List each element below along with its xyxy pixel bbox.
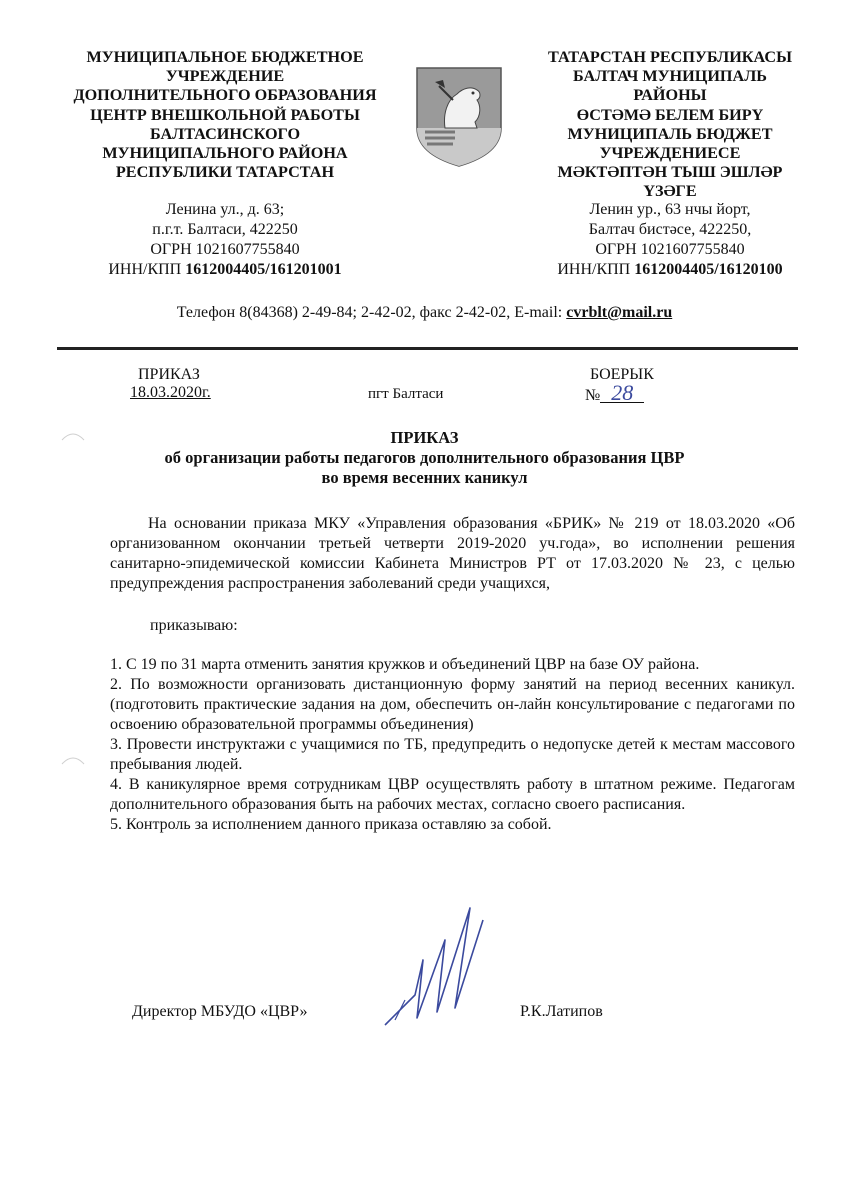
org-line: МУНИЦИПАЛЬНОЕ БЮДЖЕТНОЕ xyxy=(86,48,364,66)
order-number-value: 28 xyxy=(600,384,644,403)
org-line: ТАТАРСТАН РЕСПУБЛИКАСЫ xyxy=(547,48,793,66)
org-line: ДОПОЛНИТЕЛЬНОГО ОБРАЗОВАНИЯ xyxy=(73,86,377,105)
org-line: БАЛТАСИНСКОГО xyxy=(149,124,301,143)
punch-mark-icon xyxy=(60,752,86,766)
list-item: 4. В каникулярное время сотрудникам ЦВР осуществлять работу в штатном режиме. Педагогам дополнительного образования быть на рабочих местах, согласно своего расписания. xyxy=(110,776,795,813)
document-title xyxy=(0,428,849,488)
header-right-org-name xyxy=(510,48,830,202)
header-left-org-name xyxy=(55,48,395,182)
org-line: РЕСПУБЛИКИ ТАТАРСТАН xyxy=(115,163,335,182)
number-sign: № xyxy=(585,387,601,404)
org-line: МУНИЦИПАЛЬНОГО РАЙОНА xyxy=(102,144,348,163)
address-line: ОГРН 1021607755840 xyxy=(150,241,300,258)
order-date: 18.03.2020г. xyxy=(130,384,211,401)
inn-value: 1612004405/16120100 xyxy=(634,261,783,278)
title-line: ПРИКАЗ xyxy=(390,428,459,447)
header-right-address xyxy=(510,200,830,280)
handwritten-signature-icon xyxy=(375,900,525,1040)
org-line: УЧРЕЖДЕНИЕСЕ xyxy=(599,144,741,163)
list-item: 2. По возможности организовать дистанционную форму занятий на период весенних каникул. (подготовить практические задания на дом, обеспечить он-лайн консультирование с педагогами по освоению образовательной программы объединения) xyxy=(110,676,795,733)
inn-value: 1612004405/161201001 xyxy=(185,261,342,278)
signatory-name: Р.К.Латипов xyxy=(520,1003,603,1020)
header-left-address xyxy=(55,200,395,280)
org-line: МУНИЦИПАЛЬ БЮДЖЕТ xyxy=(567,124,773,143)
title-line: об организации работы педагогов дополнительного образования ЦВР xyxy=(164,448,685,467)
address-line: п.г.т. Балтаси, 422250 xyxy=(152,221,298,238)
title-line: во время весенних каникул xyxy=(321,468,528,487)
contacts-text: Телефон 8(84368) 2-49-84; 2-42-02, факс 2-42-02, E-mail: xyxy=(176,304,567,321)
list-item: 1. С 19 по 31 марта отменить занятия кружков и объединений ЦВР на базе ОУ района. xyxy=(110,656,700,673)
inn-label: ИНН/КПП xyxy=(557,261,635,278)
org-line: МӘКТӘПТӘН ТЫШ ЭШЛӘР xyxy=(557,163,783,182)
address-line: Ленин ур., 63 нчы йорт, xyxy=(589,201,751,218)
order-label-ru: ПРИКАЗ xyxy=(138,366,200,383)
address-line: Балтач бистәсе, 422250, xyxy=(588,221,752,238)
order-place: пгт Балтаси xyxy=(368,386,444,402)
org-line: РАЙОНЫ xyxy=(633,86,707,105)
punch-mark-icon xyxy=(60,428,86,442)
preamble-text: На основании приказа МКУ «Управления образования «БРИК» № 219 от 18.03.2020 «Об организованном окончании третьей четверти 2019-2020 уч.года», во исполнении решения санитарно-эпидемической комиссии Кабинета Министров РТ от 17.03.2020 № 23, с целью предупреждения распространения заболеваний среди учащихся, xyxy=(110,515,795,592)
header-divider xyxy=(57,347,798,350)
inn-line xyxy=(510,260,830,280)
inn-line xyxy=(55,260,395,280)
command-word: приказываю: xyxy=(150,617,238,634)
preamble xyxy=(110,514,795,594)
org-line: ҮЗӘГЕ xyxy=(643,182,697,201)
org-line: ӨСТӘМӘ БЕЛЕМ БИРҮ xyxy=(576,105,764,124)
org-line: ЦЕНТР ВНЕШКОЛЬНОЙ РАБОТЫ xyxy=(90,105,360,124)
org-line: УЧРЕЖДЕНИЕ xyxy=(165,67,285,86)
address-line: Ленина ул., д. 63; xyxy=(165,201,285,218)
signatory-title: Директор МБУДО «ЦВР» xyxy=(132,1003,308,1020)
email-link[interactable]: cvrblt@mail.ru xyxy=(566,304,673,321)
list-item: 3. Провести инструктажи с учащимися по ТБ, предупредить о недопуске детей к местам массового пребывания людей. xyxy=(110,736,795,773)
order-number xyxy=(585,380,644,405)
coat-of-arms-icon xyxy=(415,66,503,168)
list-item: 5. Контроль за исполнением данного приказа оставляю за собой. xyxy=(110,816,552,833)
address-line: ОГРН 1021607755840 xyxy=(595,241,745,258)
contacts-line xyxy=(0,304,849,322)
org-line: БАЛТАЧ МУНИЦИПАЛЬ xyxy=(573,67,767,86)
inn-label: ИНН/КПП xyxy=(108,261,186,278)
order-label-tt: БОЕРЫК xyxy=(590,366,654,383)
order-items-list xyxy=(110,655,795,835)
